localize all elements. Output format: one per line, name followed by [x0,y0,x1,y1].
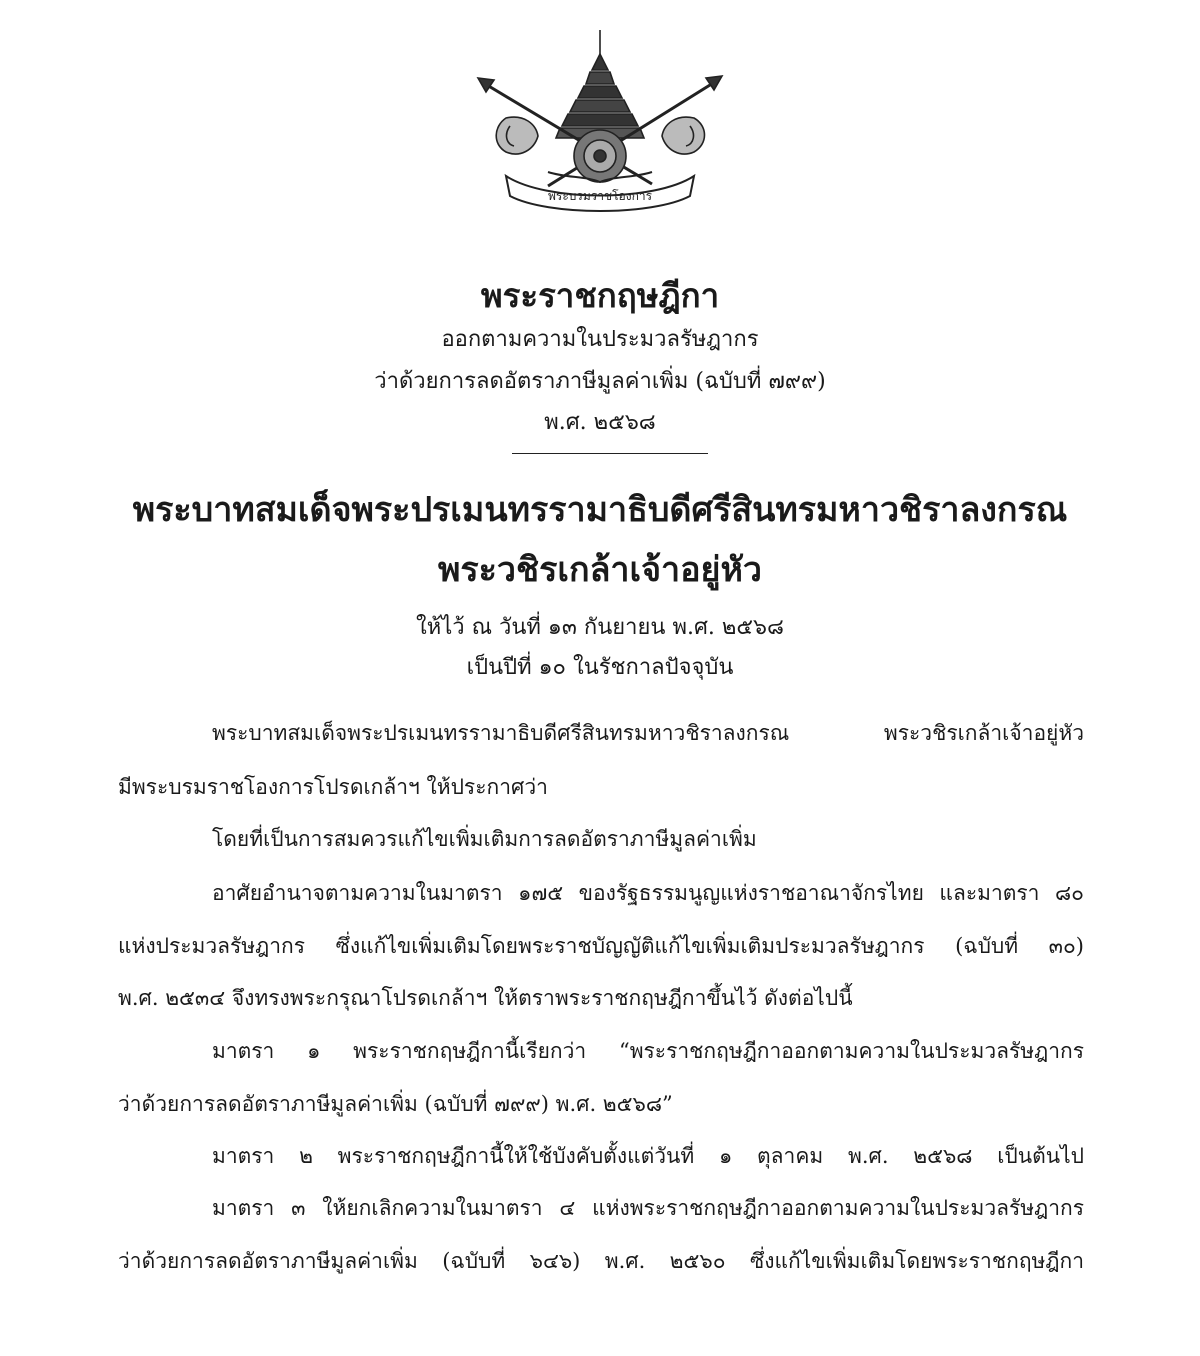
subtitle-line-1: ออกตามความในประมวลรัษฎากร [441,327,759,352]
body-line: ว่าด้วยการลดอัตราภาษีมูลค่าเพิ่ม (ฉบับที่ ๖๔๖) พ.ศ. ๒๕๖๐ ซึ่งแก้ไขเพิ่มเติมโดยพระราชกฤษฎีกา [118,1249,1084,1273]
body-line: มาตรา ๑ พระราชกฤษฎีกานี้เรียกว่า “พระราชกฤษฎีกาออกตามความในประมวลรัษฎากร [212,1039,1084,1063]
king-name-line-1: พระบาทสมเด็จพระปรเมนทรรามาธิบดีศรีสินทรมหาวชิราลงกรณ [132,490,1068,530]
body-line: แห่งประมวลรัษฎากร ซึ่งแก้ไขเพิ่มเติมโดยพระราชบัญญัติแก้ไขเพิ่มเติมประมวลรัษฎากร (ฉบับที่ ๓๐) [118,934,1084,958]
body-line: พ.ศ. ๒๕๓๔ จึงทรงพระกรุณาโปรดเกล้าฯ ให้ตราพระราชกฤษฎีกาขึ้นไว้ ดังต่อไปนี้ [118,986,853,1010]
body-line: ว่าด้วยการลดอัตราภาษีมูลค่าเพิ่ม (ฉบับที่ ๗๙๙) พ.ศ. ๒๕๖๘” [118,1092,673,1116]
body-line: พระบาทสมเด็จพระปรเมนทรรามาธิบดีศรีสินทรมหาวชิราลงกรณ พระวชิรเกล้าเจ้าอยู่หัว [212,721,1084,745]
given-date: ให้ไว้ ณ วันที่ ๑๓ กันยายน พ.ศ. ๒๕๖๘ [415,615,784,640]
document-year: พ.ศ. ๒๕๖๘ [544,410,656,435]
body-line: มาตรา ๒ พระราชกฤษฎีกานี้ให้ใช้บังคับตั้งแต่วันที่ ๑ ตุลาคม พ.ศ. ๒๕๖๘ เป็นต้นไป [212,1144,1084,1168]
title-divider [512,453,708,454]
subtitle-line-2: ว่าด้วยการลดอัตราภาษีมูลค่าเพิ่ม (ฉบับที่ ๗๙๙) [374,369,826,394]
body-line: โดยที่เป็นการสมควรแก้ไขเพิ่มเติมการลดอัตราภาษีมูลค่าเพิ่ม [212,827,757,851]
reign-year: เป็นปีที่ ๑๐ ในรัชกาลปัจจุบัน [466,655,734,680]
body-line: อาศัยอำนาจตามความในมาตรา ๑๗๕ ของรัฐธรรมนูญแห่งราชอาณาจักรไทย และมาตรา ๘๐ [212,881,1084,905]
garuda-emblem-icon [476,26,724,216]
emblem-ribbon-text: พระบรมราชโองการ [547,189,653,203]
body-line: มาตรา ๓ ให้ยกเลิกความในมาตรา ๔ แห่งพระราชกฤษฎีกาออกตามความในประมวลรัษฎากร [212,1196,1084,1220]
document-title: พระราชกฤษฎีกา [480,276,720,315]
king-name-line-2: พระวชิรเกล้าเจ้าอยู่หัว [438,550,762,590]
body-line: มีพระบรมราชโองการโปรดเกล้าฯ ให้ประกาศว่า [118,775,548,799]
